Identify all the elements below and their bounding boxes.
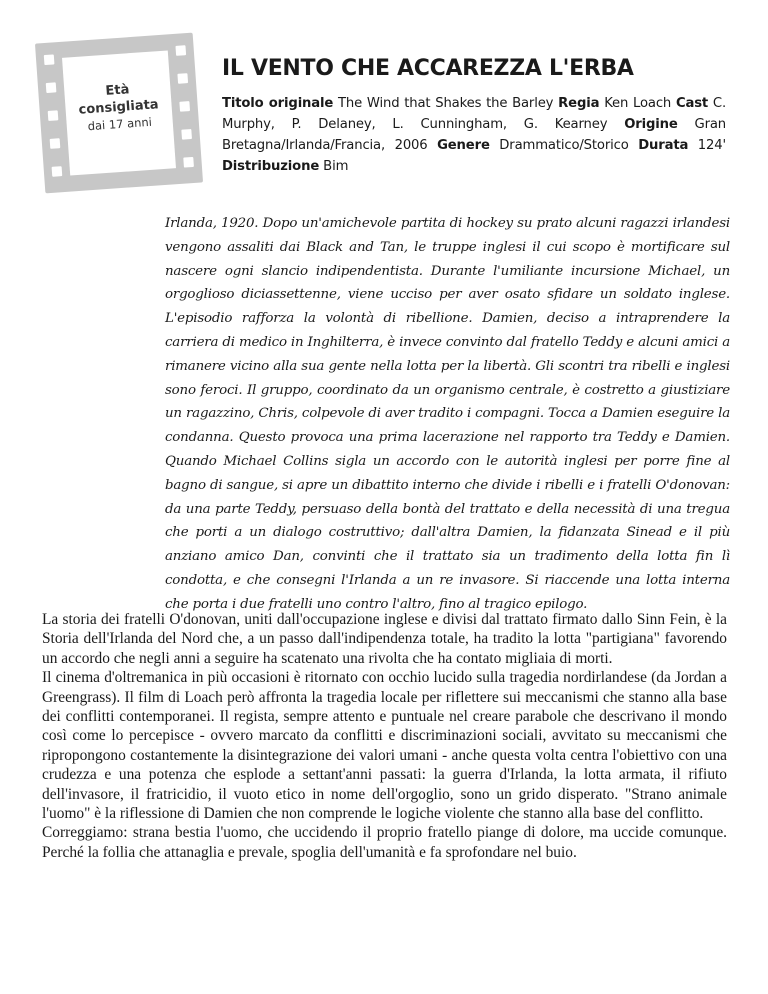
- director: Ken Loach: [604, 96, 672, 111]
- cast: C. Murphy, P. Delaney, L. Cunningham, G. Kearney: [222, 96, 727, 132]
- film-perforation: [177, 73, 188, 84]
- cast-label: Cast: [675, 96, 709, 111]
- film-perforation: [44, 54, 55, 65]
- director-label: Regia: [558, 96, 600, 111]
- film-perforation: [183, 157, 194, 168]
- film-perforation: [179, 101, 190, 112]
- duration: 124': [697, 138, 726, 153]
- synopsis-paragraph: Irlanda, 1920. Dopo un'amichevole partita di hockey su prato alcuni ragazzi irlandesi vengono assaliti dai Black and Tan, le truppe inglesi il cui scopo è mortificare sul nascere ogni slancio indipendentista. Durante l'umiliante incursione Michael, un orgoglioso diciassettenne, viene ucciso per aver osato sfidare un soldato inglese. L'episodio rafforza la volontà di ribellione. Damien, deciso a intraprendere la carriera di medico in Inghilterra, è invece convinto dal fratello Teddy e alcuni amici a rimanere vicino alla sua gente nella lotta per la libertà. Gli scontri tra ribelli e inglesi sono feroci. Il gruppo, coordinato da un organismo centrale, è costretto a giustiziare un ragazzino, Chris, colpevole di aver tradito i compagni. Tocca a Damien eseguire la condanna. Questo provoca una prima lacerazione nel rapporto tra Teddy e Damien. Quando Michael Collins sigla un accordo con le autorità inglesi per porre fine al bagno di sangue, si apre un dibattito interno che divide i ribelli e i fratelli O'donovan: da una parte Teddy, persuaso della bontà del trattato e della necessità di una tregua che porti a un dialogo costruttivo; dall'altra Damien, la fidanzata Sinead e il più anziano amico Dan, convinti che il trattato sia un tradimento della lotta fin lì condotta, e che consegni l'Irlanda a un re invasore. Si riaccende una lotta interna che porta i due fratelli uno contro l'altro, fino al tragico epilogo.: [165, 216, 730, 612]
- age-value: dai 17 anni: [87, 114, 153, 134]
- original-title: The Wind that Shakes the Barley: [338, 96, 554, 111]
- origin: Gran Bretagna/Irlanda/Francia, 2006: [222, 117, 727, 153]
- age-label-line1: Età: [104, 82, 130, 99]
- film-perforation: [50, 138, 61, 149]
- film-perforation: [48, 110, 59, 121]
- distribution: Bim: [323, 159, 349, 174]
- review-paragraph: Correggiamo: strana bestia l'uomo, che uccidendo il proprio fratello piange di dolore, ma uccide comunque. Perché la follia che attanaglia e prevale, spoglia dell'umanità e fa sprofondare nel buio.: [42, 824, 727, 861]
- age-rating-badge: [35, 33, 203, 194]
- age-label-line2: consigliata: [78, 97, 160, 118]
- origin-label: Origine: [624, 117, 678, 132]
- film-perforation: [46, 82, 57, 93]
- film-perforation: [175, 45, 186, 56]
- age-rating-text: [64, 78, 173, 135]
- review-paragraph: La storia dei fratelli O'donovan, uniti dall'occupazione inglese e divisi dal trattato firmato dallo Sinn Fein, è la Storia dell'Irlanda del Nord che, a un passo dall'indipendenza totale, ha tradito la lotta "partigiana" favorendo un accordo che negli anni a seguire ha scatenato una rivolta che ha contato migliaia di morti.: [42, 611, 727, 667]
- film-title: IL VENTO CHE ACCAREZZA L'ERBA: [222, 56, 634, 81]
- film-perforation: [52, 166, 63, 177]
- review-body: [42, 610, 727, 862]
- genre-label: Genere: [437, 138, 490, 153]
- duration-label: Durata: [638, 138, 689, 153]
- review-paragraph: Il cinema d'oltremanica in più occasioni è ritornato con occhio lucido sulla tragedia nordirlandese (da Jordan a Greengrass). Il film di Loach però affronta la tragedia locale per riflettere sui meccanismi che stanno alla base dei conflitti contemporanei. Il regista, sempre attento e puntuale nel creare parabole che descrivano il mondo così come lo percepisce - ovvero marcato da conflitti e discriminazioni sociali, avvitato su meccanismi che ripropongono costantemente la disintegrazione dei valori umani - anche questa volta centra l'obiettivo con una crudezza e una potenza che esplode a settant'anni passati: la guerra d'Irlanda, la lotta armata, il rifiuto dell'invasore, il fratricidio, il vuoto etico in nome dell'orgoglio, sono un grido disperato. "Strano animale l'uomo" è la riflessione di Damien che non comprende le logiche violente che stanno alla base del conflitto.: [42, 669, 727, 823]
- genre: Drammatico/Storico: [499, 138, 629, 153]
- distribution-label: Distribuzione: [222, 159, 320, 174]
- film-perforation: [181, 129, 192, 140]
- original-title-label: Titolo originale: [222, 96, 334, 111]
- film-credits: [222, 93, 726, 177]
